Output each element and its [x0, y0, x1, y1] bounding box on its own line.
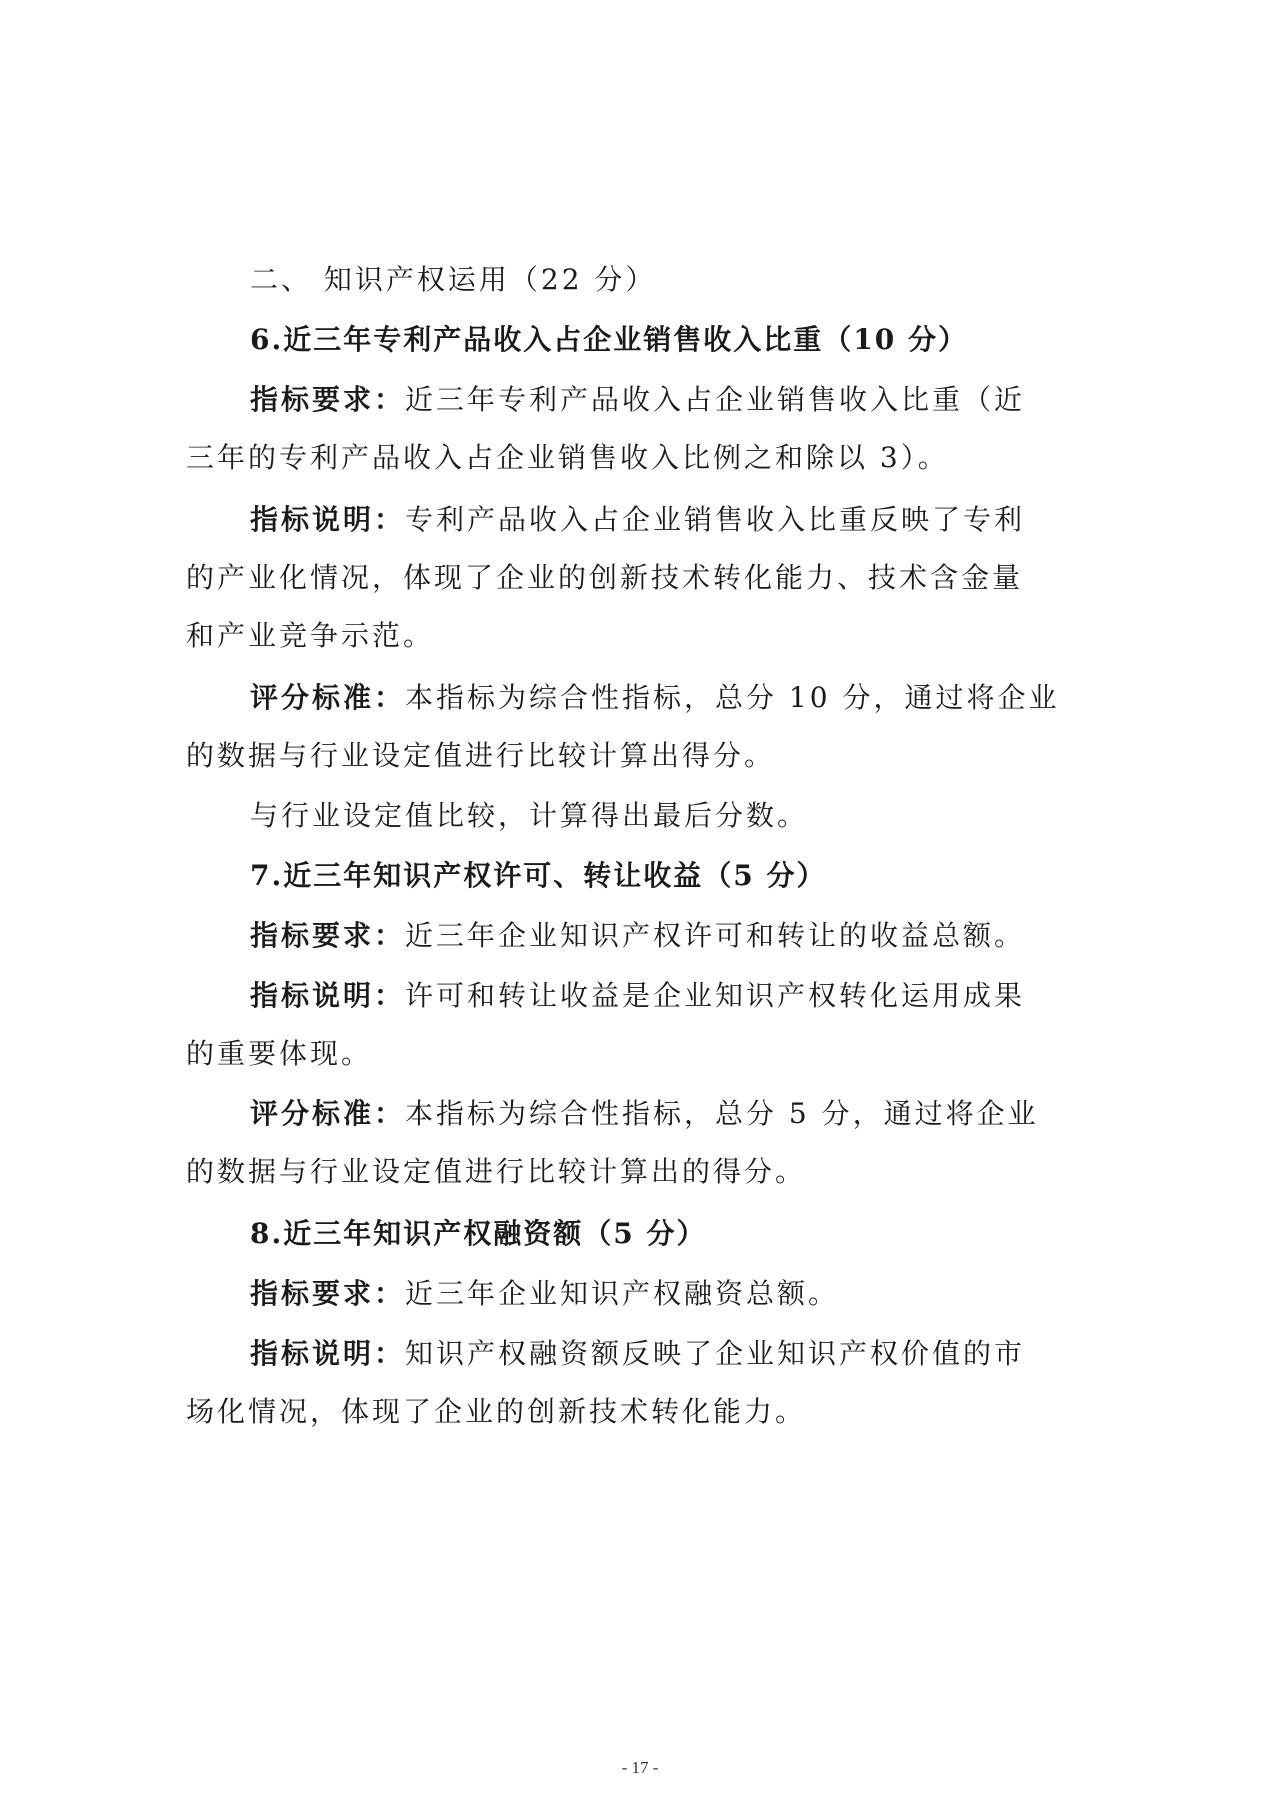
item-7-scoring	[186, 1096, 1039, 1132]
item-8-explanation-cont: 场化情况，体现了企业的创新技术转化能力。	[186, 1395, 807, 1428]
page-number: - 17 -	[621, 1758, 659, 1777]
requirement-text: 近三年专利产品收入占企业销售收入比重（近	[405, 383, 1026, 416]
scoring-text: 本指标为综合性指标，总分 10 分，通过将企业	[405, 681, 1060, 714]
explanation-label: 指标说明：	[250, 503, 406, 536]
explanation-label: 指标说明：	[250, 979, 406, 1012]
explanation-text: 许可和转让收益是企业知识产权转化运用成果	[405, 979, 1026, 1012]
section-title: 二、 知识产权运用（22 分）	[250, 263, 657, 296]
item-8-requirement	[186, 1276, 839, 1312]
item-6-explanation	[186, 502, 1025, 538]
item-7-scoring-cont: 的数据与行业设定值进行比较计算出的得分。	[186, 1155, 807, 1188]
requirement-label: 指标要求：	[250, 919, 406, 952]
explanation-text: 专利产品收入占企业销售收入比重反映了专利	[405, 503, 1026, 536]
item-6-scoring-cont: 的数据与行业设定值进行比较计算出得分。	[186, 739, 776, 772]
item-7-heading: 7.近三年知识产权许可、转让收益（5 分）	[250, 859, 827, 892]
explanation-label: 指标说明：	[250, 1337, 406, 1370]
requirement-text: 近三年企业知识产权融资总额。	[405, 1277, 840, 1310]
item-6-requirement-cont: 三年的专利产品收入占企业销售收入比例之和除以 3）。	[186, 441, 949, 474]
scoring-label: 评分标准：	[250, 1097, 406, 1130]
requirement-text: 近三年企业知识产权许可和转让的收益总额。	[405, 919, 1026, 952]
requirement-label: 指标要求：	[250, 383, 406, 416]
scoring-text: 本指标为综合性指标，总分 5 分，通过将企业	[405, 1097, 1039, 1130]
item-7-explanation-cont: 的重要体现。	[186, 1037, 373, 1070]
item-7-requirement	[186, 918, 1025, 954]
item-6-scoring	[186, 680, 1059, 716]
item-6-heading: 6.近三年专利产品收入占企业销售收入比重（10 分）	[250, 323, 968, 356]
explanation-text: 知识产权融资额反映了企业知识产权价值的市	[405, 1337, 1026, 1370]
scoring-label: 评分标准：	[250, 681, 406, 714]
item-6-extra-note: 与行业设定值比较，计算得出最后分数。	[250, 799, 809, 832]
item-7-explanation	[186, 978, 1025, 1014]
item-8-explanation	[186, 1336, 1025, 1372]
item-6-explanation-cont-2: 和产业竞争示范。	[186, 619, 435, 652]
item-6-requirement	[186, 382, 1025, 418]
item-6-explanation-cont-1: 的产业化情况，体现了企业的创新技术转化能力、技术含金量	[186, 561, 1024, 594]
item-8-heading: 8.近三年知识产权融资额（5 分）	[250, 1217, 707, 1250]
requirement-label: 指标要求：	[250, 1277, 406, 1310]
